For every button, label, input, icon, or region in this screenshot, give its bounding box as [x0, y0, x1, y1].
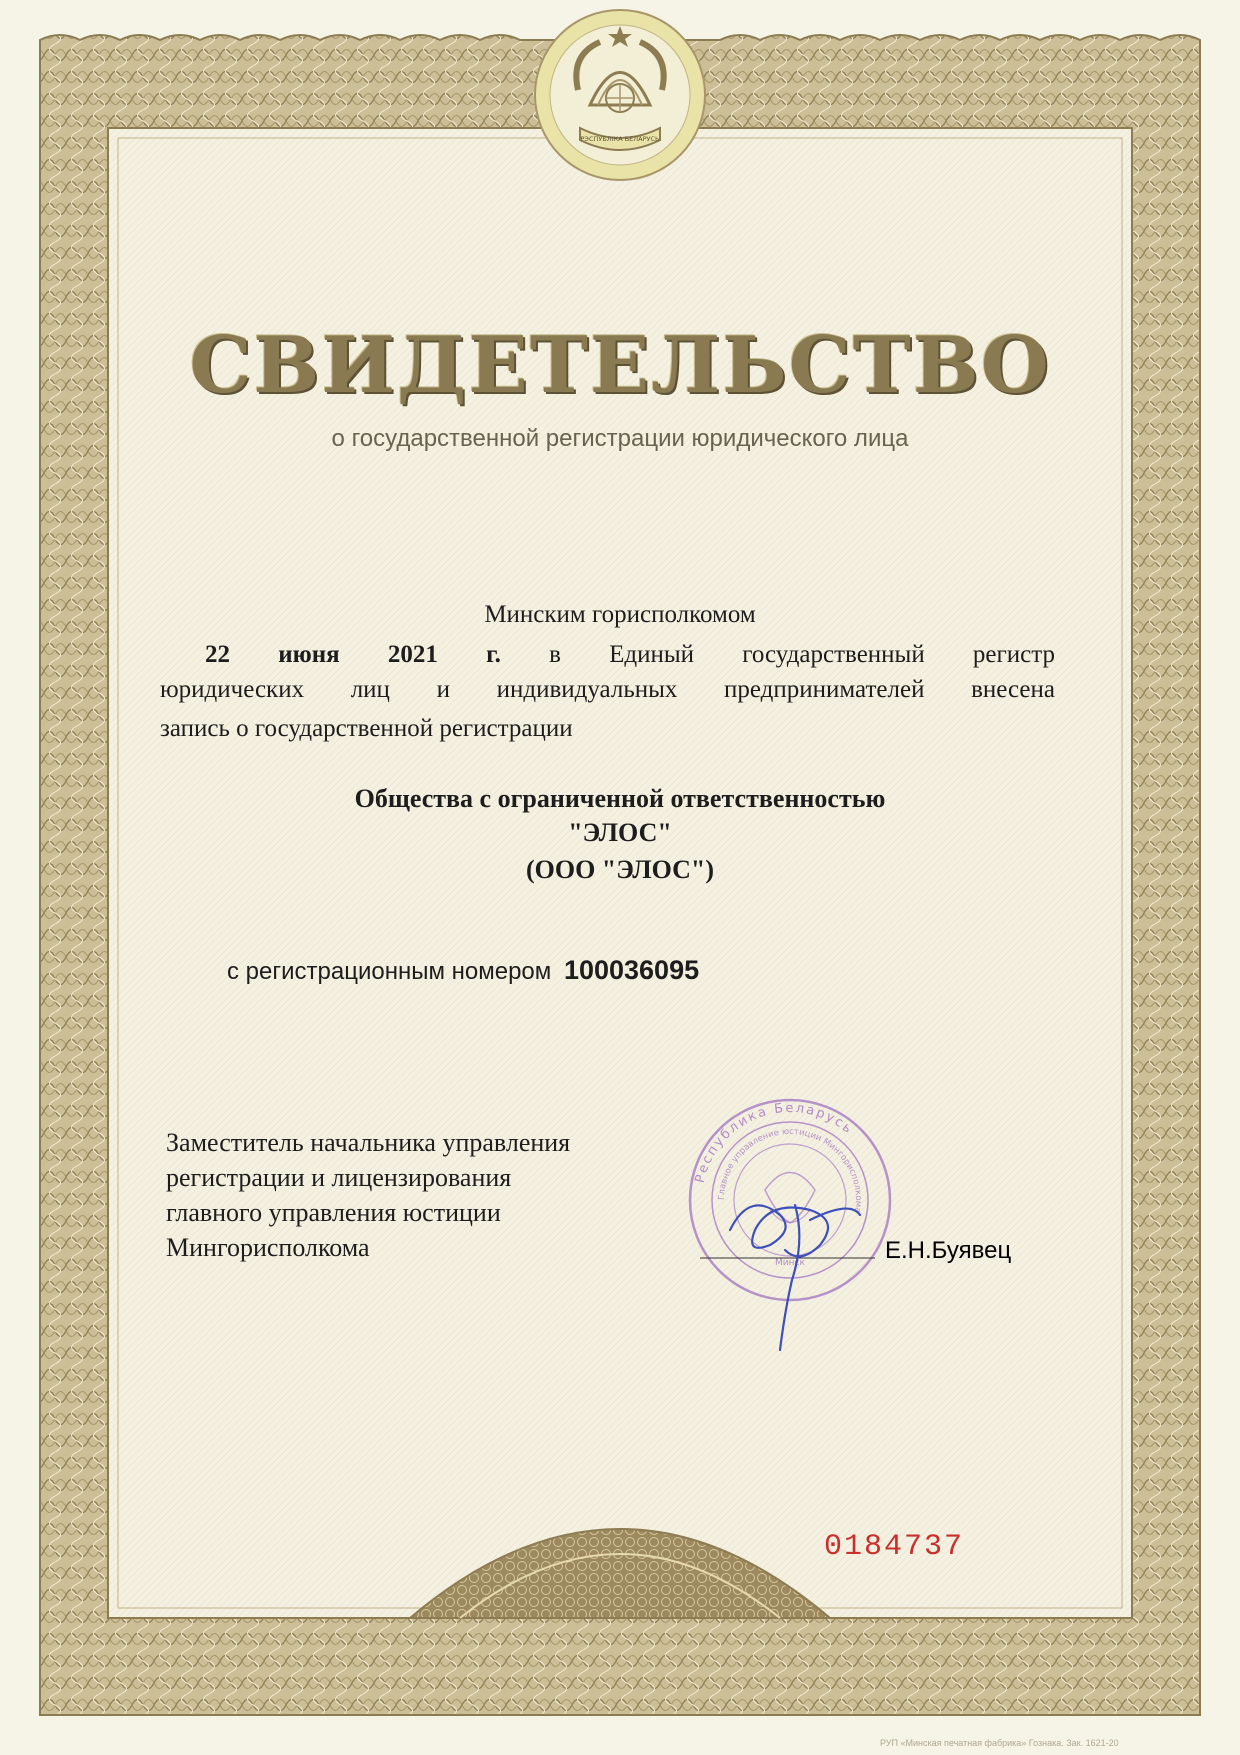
document-subtitle: о государственной регистрации юридического лица	[331, 425, 909, 452]
position-line: Мингорисполкома	[166, 1233, 370, 1262]
registration-number: 100036095	[563, 955, 700, 985]
registration-line-1	[160, 636, 1055, 674]
signatory-name: Е.Н.Буявец	[885, 1237, 1012, 1264]
entry-text-3: запись о государственной регистрации	[160, 715, 573, 742]
stamp-inner-text: Главное управление юстиции Мингорисполкома	[716, 1126, 864, 1214]
emblem-ribbon-text: РЭСПУБЛІКА БЕЛАРУСЬ	[580, 135, 660, 143]
organization-short-name: (ООО "ЭЛОС")	[525, 855, 715, 884]
stamp-city: Минск	[775, 1258, 805, 1268]
registration-number-line	[227, 955, 699, 986]
position-line: регистрации и лицензирования	[166, 1163, 512, 1192]
belarus-coat-of-arms-icon	[560, 20, 680, 170]
organization-form: Общества с ограниченной ответственностью	[354, 784, 886, 813]
printer-imprint: РУП «Минская печатная фабрика» Гознака. Зак. 1621-20	[880, 1738, 1119, 1748]
issuing-authority: Минским горисполкомом	[484, 601, 756, 628]
signatory-position	[166, 1125, 570, 1265]
stamp-outer-text: Республика Беларусь	[692, 1100, 856, 1185]
position-line: главного управления юстиции	[166, 1198, 501, 1227]
entry-text-1: в Единый государственный регистр	[549, 641, 1055, 668]
position-line: Заместитель начальника управления	[166, 1128, 571, 1157]
organization-name: "ЭЛОС"	[568, 818, 672, 847]
document-title: СВИДЕТЕЛЬСТВО	[189, 320, 1051, 411]
handwritten-signature	[700, 1170, 900, 1370]
serial-number: 0184737	[824, 1530, 965, 1564]
entry-text-2: юридических лиц и индивидуальных предпринимателей внесена	[160, 676, 1055, 703]
registration-number-label: с регистрационным номером	[227, 958, 552, 985]
registration-date: 22 июня 2021 г.	[205, 641, 501, 668]
